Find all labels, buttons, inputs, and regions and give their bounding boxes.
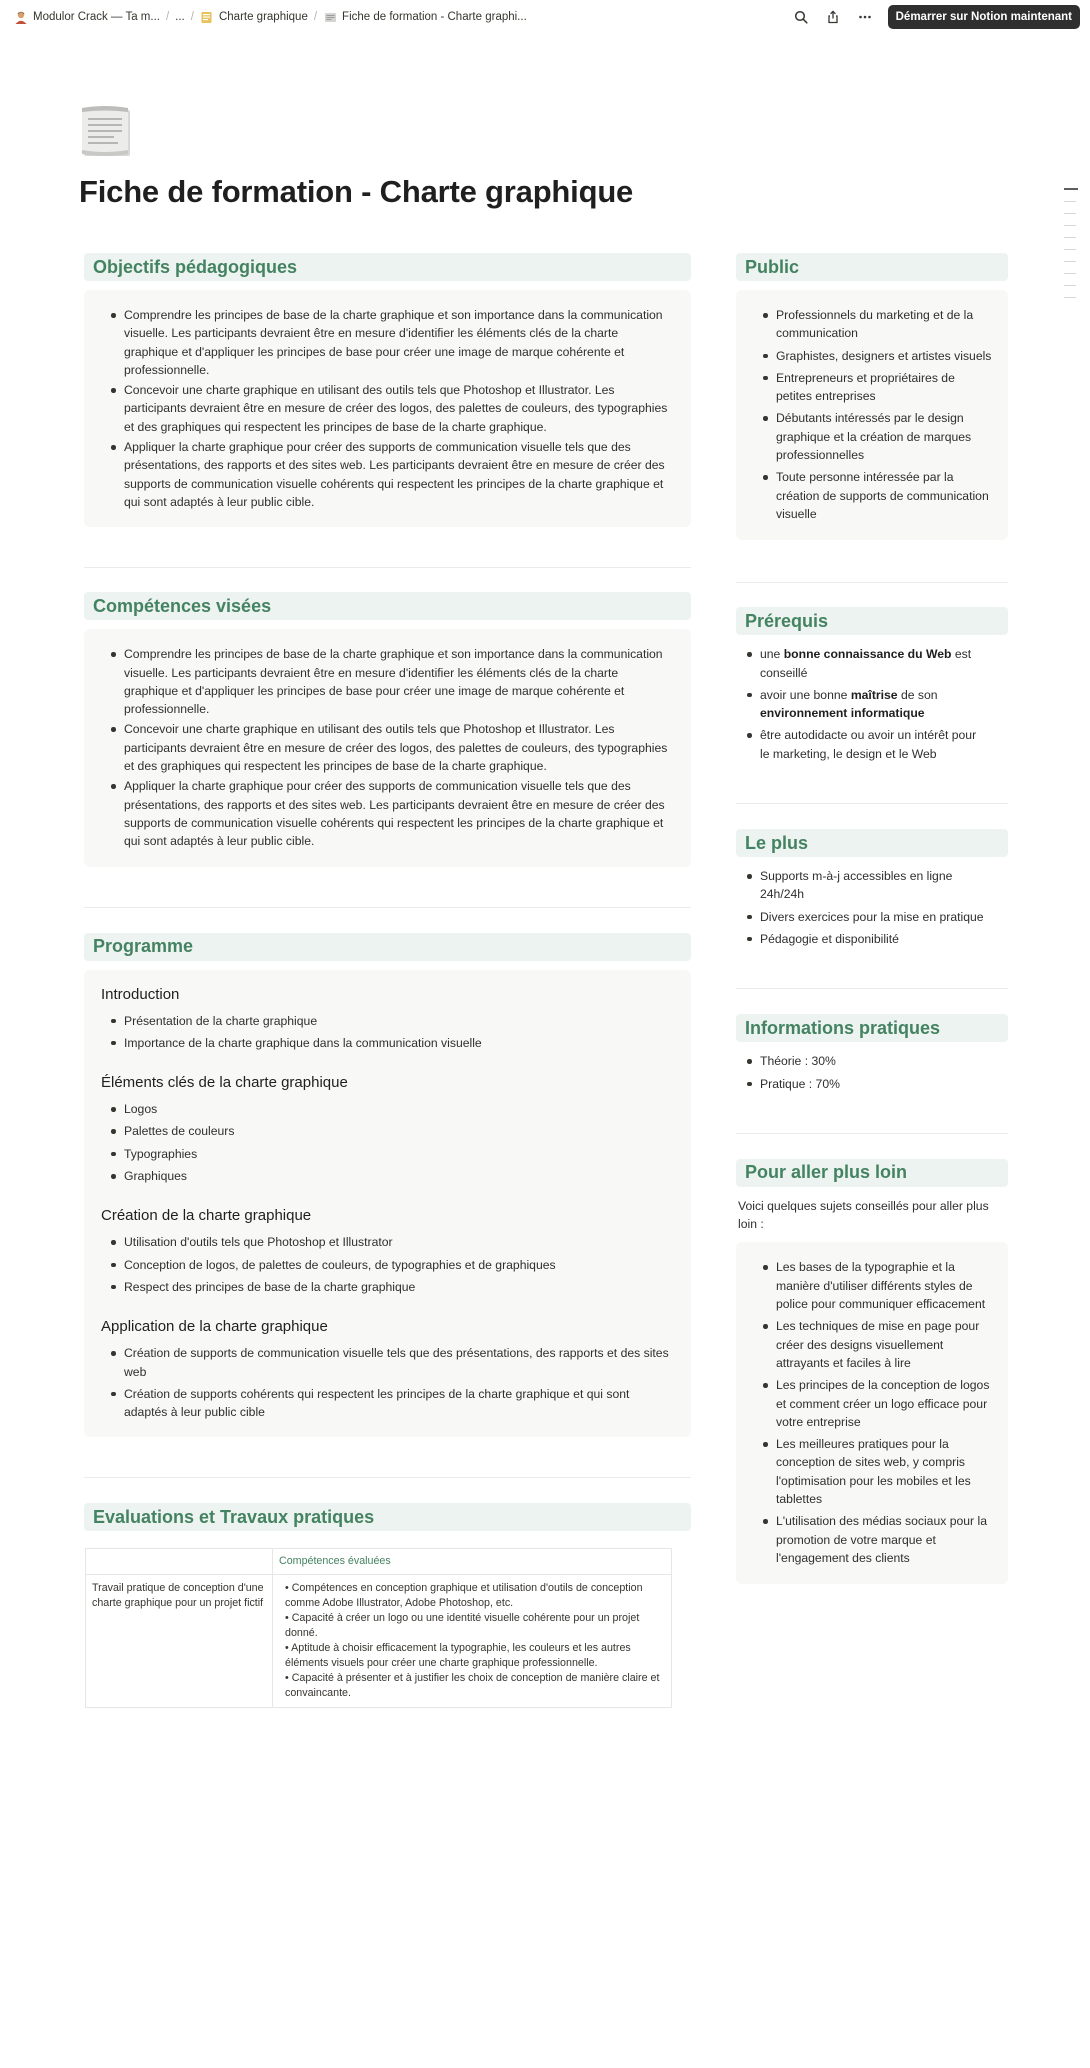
divider bbox=[736, 988, 1008, 989]
list-item: L'utilisation des médias sociaux pour la promotion de votre marque et l'engagement des clients bbox=[776, 1512, 992, 1567]
programme-subheading: Application de la charte graphique bbox=[101, 1318, 328, 1336]
list-item: une bonne connaissance du Web est conseillé bbox=[760, 645, 1002, 682]
toc-item[interactable] bbox=[1064, 273, 1076, 274]
programme-subheading: Création de la charte graphique bbox=[101, 1207, 312, 1225]
search-icon[interactable] bbox=[792, 8, 810, 26]
list-item: Importance de la charte graphique dans la communication visuelle bbox=[124, 1034, 671, 1052]
breadcrumb-separator: / bbox=[190, 11, 194, 23]
breadcrumb-label: Fiche de formation - Charte graphi... bbox=[342, 11, 527, 23]
divider bbox=[84, 1477, 691, 1478]
plusloin-list bbox=[736, 1242, 1008, 1584]
competences-card bbox=[84, 629, 691, 866]
objectifs-card bbox=[84, 290, 691, 527]
list-item: Comprendre les principes de base de la charte graphique et son importance dans la communication visuelle. Les participants devraient être en mesure d'identifier les éléments clés de la charte graphique et d'appliquer les principes de base pour créer une image de marque cohérente et professionnelle. bbox=[124, 306, 671, 379]
table-header-row bbox=[86, 1549, 672, 1575]
objectifs-heading: Objectifs pédagogiques bbox=[84, 253, 691, 281]
list-item: Débutants intéressés par le design graphique et la création de marques professionnelles bbox=[776, 409, 992, 464]
competences-list bbox=[84, 629, 691, 866]
list-item: Utilisation d'outils tels que Photoshop et Illustrator bbox=[124, 1233, 671, 1251]
list-item: Divers exercices pour la mise en pratique bbox=[760, 908, 1002, 926]
plusloin-heading: Pour aller plus loin bbox=[736, 1159, 1008, 1187]
list-item: Création de supports de communication visuelle tels que des présentations, des rapports et des sites web bbox=[124, 1344, 671, 1381]
toc-item[interactable] bbox=[1064, 285, 1076, 286]
breadcrumb-label: ... bbox=[175, 11, 185, 23]
list-item: Pédagogie et disponibilité bbox=[760, 930, 1002, 948]
breadcrumb-separator: / bbox=[313, 11, 318, 23]
table-cell-line: • Capacité à présenter et à justifier les choix de conception de manière claire et convaincante. bbox=[285, 1672, 660, 1700]
programme-list bbox=[124, 1233, 671, 1296]
breadcrumb-separator: / bbox=[165, 11, 170, 23]
page-cover-icon bbox=[80, 104, 136, 162]
list-item: Les techniques de mise en page pour créer des designs visuellement attrayants et faciles à lire bbox=[776, 1317, 992, 1372]
list-item: Présentation de la charte graphique bbox=[124, 1012, 671, 1030]
divider bbox=[736, 582, 1008, 583]
toc-item[interactable] bbox=[1064, 261, 1076, 262]
list-item: Appliquer la charte graphique pour créer des supports de communication visuelle tels que des présentations, des rapports et des sites web. Les participants devraient être en mesure de créer des supports de communication visuelle cohérents qui respectent les principes de la charte graphique et qui sont adaptés à leur public cible. bbox=[124, 438, 671, 511]
list-item: Palettes de couleurs bbox=[124, 1122, 671, 1140]
breadcrumb-item-ellipsis[interactable] bbox=[175, 11, 185, 23]
list-item: Concevoir une charte graphique en utilisant des outils tels que Photoshop et Illustrator. Les participants devraient être en mesure de créer des logos, des palettes de couleurs, des typographies et des graphiques qui respectent les principes de base de la charte graphique. bbox=[124, 720, 671, 775]
breadcrumb-label: Modulor Crack — Ta m... bbox=[33, 11, 160, 23]
breadcrumb-item-charte[interactable] bbox=[200, 10, 308, 24]
table-cell-line: • Compétences en conception graphique et utilisation d'outils de conception comme Adobe Illustrator, Adobe Photoshop, etc. bbox=[285, 1582, 643, 1610]
list-item: Pratique : 70% bbox=[760, 1075, 1002, 1093]
list-item: Appliquer la charte graphique pour créer des supports de communication visuelle tels que des présentations, des rapports et des sites web. Les participants devraient être en mesure de créer des supports de communication visuelle cohérents qui respectent les principes de la charte graphique et qui sont adaptés à leur public cible. bbox=[124, 777, 671, 850]
toc-item[interactable] bbox=[1064, 188, 1078, 190]
evaluations-table bbox=[85, 1548, 672, 1708]
right-column bbox=[736, 253, 1008, 1584]
list-item: Conception de logos, de palettes de couleurs, de typographies et de graphiques bbox=[124, 1256, 671, 1274]
table-cell bbox=[273, 1575, 672, 1708]
divider bbox=[736, 803, 1008, 804]
list-item: Création de supports cohérents qui respectent les principes de la charte graphique et qui sont adaptés à leur public cible bbox=[124, 1385, 671, 1422]
divider bbox=[84, 907, 691, 908]
infos-list bbox=[736, 1042, 1008, 1093]
list-item: Professionnels du marketing et de la communication bbox=[776, 306, 992, 343]
table-of-contents[interactable] bbox=[1064, 188, 1078, 309]
programme-list bbox=[124, 1344, 671, 1421]
list-item: être autodidacte ou avoir un intérêt pour le marketing, le design et le Web bbox=[760, 726, 1002, 763]
leplus-heading: Le plus bbox=[736, 829, 1008, 857]
list-item: Graphistes, designers et artistes visuels bbox=[776, 347, 992, 365]
plusloin-card bbox=[736, 1242, 1008, 1584]
breadcrumb-item-workspace[interactable] bbox=[14, 10, 160, 24]
list-item: avoir une bonne maîtrise de son environnement informatique bbox=[760, 686, 1002, 723]
table-cell-line: • Capacité à créer un logo ou une identité visuelle cohérente pour un projet donné. bbox=[285, 1612, 640, 1640]
toc-item[interactable] bbox=[1064, 201, 1076, 202]
more-options-icon[interactable] bbox=[856, 8, 874, 26]
page-title: Fiche de formation - Charte graphique bbox=[79, 174, 634, 209]
public-card bbox=[736, 290, 1008, 540]
left-column bbox=[84, 253, 691, 1708]
share-icon[interactable] bbox=[824, 8, 842, 26]
programme-list bbox=[124, 1100, 671, 1185]
list-item: Graphiques bbox=[124, 1167, 671, 1185]
list-item: Les meilleures pratiques pour la conception de sites web, y compris l'optimisation pour les mobiles et les tablettes bbox=[776, 1435, 992, 1508]
list-item: Supports m-à-j accessibles en ligne 24h/24h bbox=[760, 867, 1002, 904]
divider bbox=[736, 1133, 1008, 1134]
list-item: Respect des principes de base de la charte graphique bbox=[124, 1278, 671, 1296]
infos-heading: Informations pratiques bbox=[736, 1014, 1008, 1042]
page-icon bbox=[200, 10, 214, 24]
prerequis-heading: Prérequis bbox=[736, 607, 1008, 635]
programme-heading: Programme bbox=[84, 933, 691, 961]
table-header-cell bbox=[86, 1549, 273, 1575]
toc-item[interactable] bbox=[1064, 213, 1076, 214]
toc-item[interactable] bbox=[1064, 225, 1076, 226]
public-list bbox=[736, 290, 1008, 540]
list-item: Toute personne intéressée par la création de supports de communication visuelle bbox=[776, 468, 992, 523]
document-icon bbox=[323, 10, 337, 24]
breadcrumb-item-current[interactable] bbox=[323, 10, 527, 24]
public-heading: Public bbox=[736, 253, 1008, 281]
top-actions bbox=[792, 5, 1080, 29]
evaluations-table-wrapper bbox=[84, 1548, 691, 1708]
start-notion-button[interactable]: Démarrer sur Notion maintenant bbox=[888, 5, 1080, 29]
list-item: Comprendre les principes de base de la charte graphique et son importance dans la communication visuelle. Les participants devraient être en mesure d'identifier les éléments clés de la charte graphique et d'appliquer les principes de base pour créer une image de marque cohérente et professionnelle. bbox=[124, 645, 671, 718]
competences-heading: Compétences visées bbox=[84, 592, 691, 620]
table-row bbox=[86, 1575, 672, 1708]
list-item: Logos bbox=[124, 1100, 671, 1118]
leplus-list bbox=[736, 857, 1008, 948]
list-item: Entrepreneurs et propriétaires de petites entreprises bbox=[776, 369, 992, 406]
programme-subheading: Éléments clés de la charte graphique bbox=[101, 1074, 348, 1092]
avatar-icon bbox=[14, 10, 28, 24]
plusloin-intro: Voici quelques sujets conseillés pour aller plus loin : bbox=[738, 1198, 989, 1232]
table-cell-line: • Aptitude à choisir efficacement la typographie, les couleurs et les autres éléments visuels pour créer une charte graphique professionnelle. bbox=[285, 1642, 631, 1670]
list-item: Les principes de la conception de logos et comment créer un logo efficace pour votre entreprise bbox=[776, 1376, 992, 1431]
list-item: Théorie : 30% bbox=[760, 1052, 1002, 1070]
list-item: Typographies bbox=[124, 1145, 671, 1163]
objectifs-list bbox=[84, 290, 691, 527]
programme-card bbox=[84, 970, 691, 1438]
toc-item[interactable] bbox=[1064, 297, 1076, 298]
prerequis-list bbox=[736, 635, 1008, 763]
divider bbox=[84, 567, 691, 568]
programme-list bbox=[124, 1012, 671, 1053]
list-item: Les bases de la typographie et la manière d'utiliser différents styles de police pour communiquer efficacement bbox=[776, 1258, 992, 1313]
toc-item[interactable] bbox=[1064, 249, 1076, 250]
evaluations-heading: Evaluations et Travaux pratiques bbox=[84, 1503, 691, 1531]
toc-item[interactable] bbox=[1064, 237, 1076, 238]
programme-subheading: Introduction bbox=[101, 985, 180, 1003]
list-item: Concevoir une charte graphique en utilisant des outils tels que Photoshop et Illustrator. Les participants devraient être en mesure de créer des logos, des palettes de couleurs, des typographies et des graphiques qui respectent les principes de base de la charte graphique. bbox=[124, 381, 671, 436]
table-header-cell: Compétences évaluées bbox=[273, 1549, 672, 1575]
breadcrumb-label: Charte graphique bbox=[218, 11, 308, 23]
table-cell: Travail pratique de conception d'une charte graphique pour un projet fictif bbox=[86, 1575, 273, 1708]
breadcrumb bbox=[14, 10, 792, 24]
top-bar bbox=[0, 0, 1090, 34]
